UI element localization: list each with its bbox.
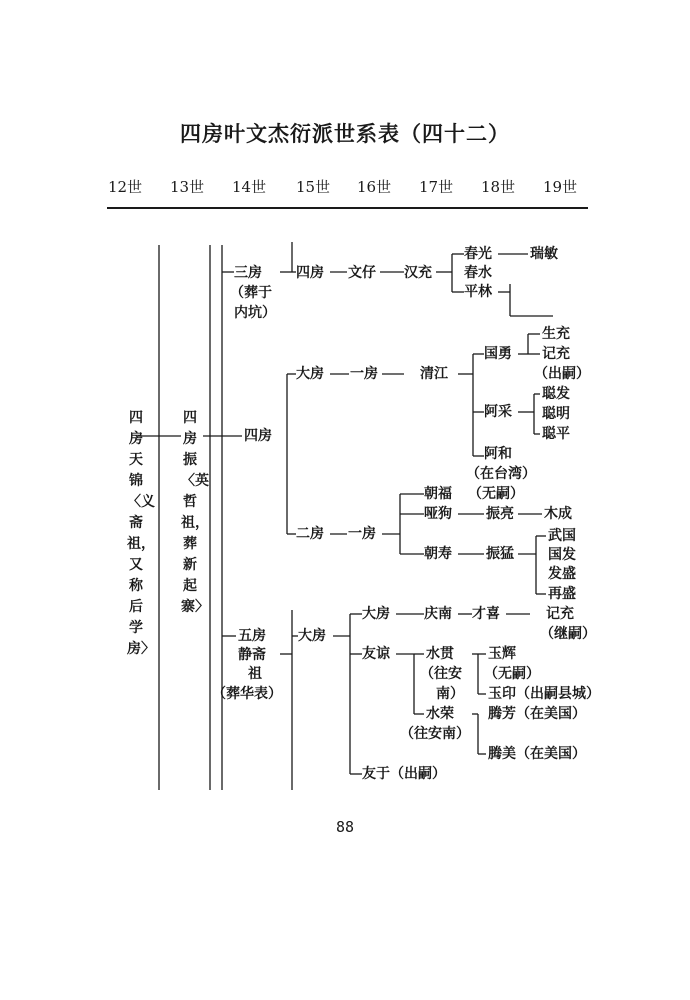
note-chaofu-no-heir: （无嗣）: [468, 486, 524, 502]
node-jingzhai: 静斋: [238, 647, 266, 663]
generation-header-15: 15世: [296, 178, 331, 196]
node-qingnan: 庆南: [424, 606, 452, 622]
note-shuiguan-annam-1: （往安: [420, 666, 462, 682]
node-jichong-a: 记充: [542, 346, 570, 362]
node-ruimin: 瑞敏: [530, 246, 558, 262]
node-tengmei: 腾美（在美国）: [488, 746, 586, 762]
note-yuhui-no-heir: （无嗣）: [484, 666, 540, 682]
node-wufang: 五房: [238, 628, 266, 644]
node-chaofu: 朝福: [424, 486, 452, 502]
generation-header-12: 12世: [108, 178, 143, 196]
node-sifang-14: 四房: [244, 428, 272, 444]
generation-header-14: 14世: [232, 178, 267, 196]
node-yuyin: 玉印（出嗣县城）: [488, 686, 600, 702]
node-chaoshou: 朝寿: [424, 546, 452, 562]
generation-header-16: 16世: [357, 178, 392, 196]
node-shengchong: 生充: [542, 326, 570, 342]
node-zhenliang: 振亮: [486, 506, 514, 522]
note-sanfang-burial-2: 内坑）: [234, 305, 276, 321]
note-wufang-burial: （葬华表）: [212, 686, 282, 702]
node-jingzhai-zu: 祖: [248, 666, 262, 682]
node-zhenmeng: 振猛: [486, 546, 514, 562]
node-hanchong: 汉充: [404, 265, 432, 281]
page-number: 88: [335, 818, 355, 836]
node-dafang-15a: 大房: [296, 366, 324, 382]
node-zaisheng: 再盛: [548, 586, 576, 602]
node-shuiguan: 水贯: [426, 646, 454, 662]
node-tengfang: 腾芳（在美国）: [488, 706, 586, 722]
node-mucheng: 木成: [544, 506, 572, 522]
node-ahe: 阿和: [484, 446, 512, 462]
node-youyu: 友于（出嗣）: [362, 766, 446, 782]
ancestor-zhen: 四房振〈英哲祖，葬新起寨〉: [181, 410, 209, 615]
node-pinglin: 平林: [464, 284, 492, 300]
node-wuguo: 武国: [548, 528, 576, 544]
generation-header-19: 19世: [543, 178, 578, 196]
node-erfang: 二房: [296, 526, 324, 542]
node-dafang-15b: 大房: [298, 628, 326, 644]
generation-header-17: 17世: [419, 178, 454, 196]
note-shuirong-annam: （往安南）: [400, 726, 470, 742]
node-qingjiang: 清江: [420, 366, 448, 382]
note-jichong-a-adopted-out: （出嗣）: [534, 366, 590, 382]
node-acai: 阿采: [484, 404, 512, 420]
note-jichong-b-inherited: （继嗣）: [540, 626, 596, 642]
node-yifang-a: 一房: [350, 366, 378, 382]
generation-header-18: 18世: [481, 178, 516, 196]
note-shuiguan-annam-2: 南）: [436, 686, 464, 702]
node-chunshui: 春水: [464, 265, 492, 281]
node-sanfang: 三房: [234, 265, 262, 281]
node-yifang-b: 一房: [348, 526, 376, 542]
node-congming: 聪明: [542, 406, 570, 422]
generation-header-13: 13世: [170, 178, 205, 196]
node-dafang-16b: 大房: [362, 606, 390, 622]
node-congping: 聪平: [542, 426, 570, 442]
node-caixi: 才喜: [472, 606, 500, 622]
page-title: 四房叶文杰衍派世系表（四十二）: [180, 121, 510, 146]
node-youliang: 友谅: [362, 646, 390, 662]
node-sifang-15: 四房: [296, 265, 324, 281]
node-shuirong: 水荣: [426, 706, 454, 722]
node-yuhui: 玉辉: [488, 646, 516, 662]
node-congfa: 聪发: [542, 386, 570, 402]
founder-tianjin: 四房天锦〈义斋祖，又称后学房〉: [127, 410, 155, 657]
node-yagou: 哑狗: [424, 506, 452, 522]
note-ahe-taiwan: （在台湾）: [466, 466, 536, 482]
node-guofa: 国发: [548, 547, 576, 563]
note-sanfang-burial-1: （葬于: [230, 285, 272, 301]
node-jichong-b: 记充: [546, 606, 574, 622]
node-chunguang: 春光: [464, 246, 492, 262]
node-guoyong: 国勇: [484, 346, 512, 362]
node-wenzai: 文仔: [348, 265, 376, 281]
node-fasheng: 发盛: [548, 566, 576, 582]
